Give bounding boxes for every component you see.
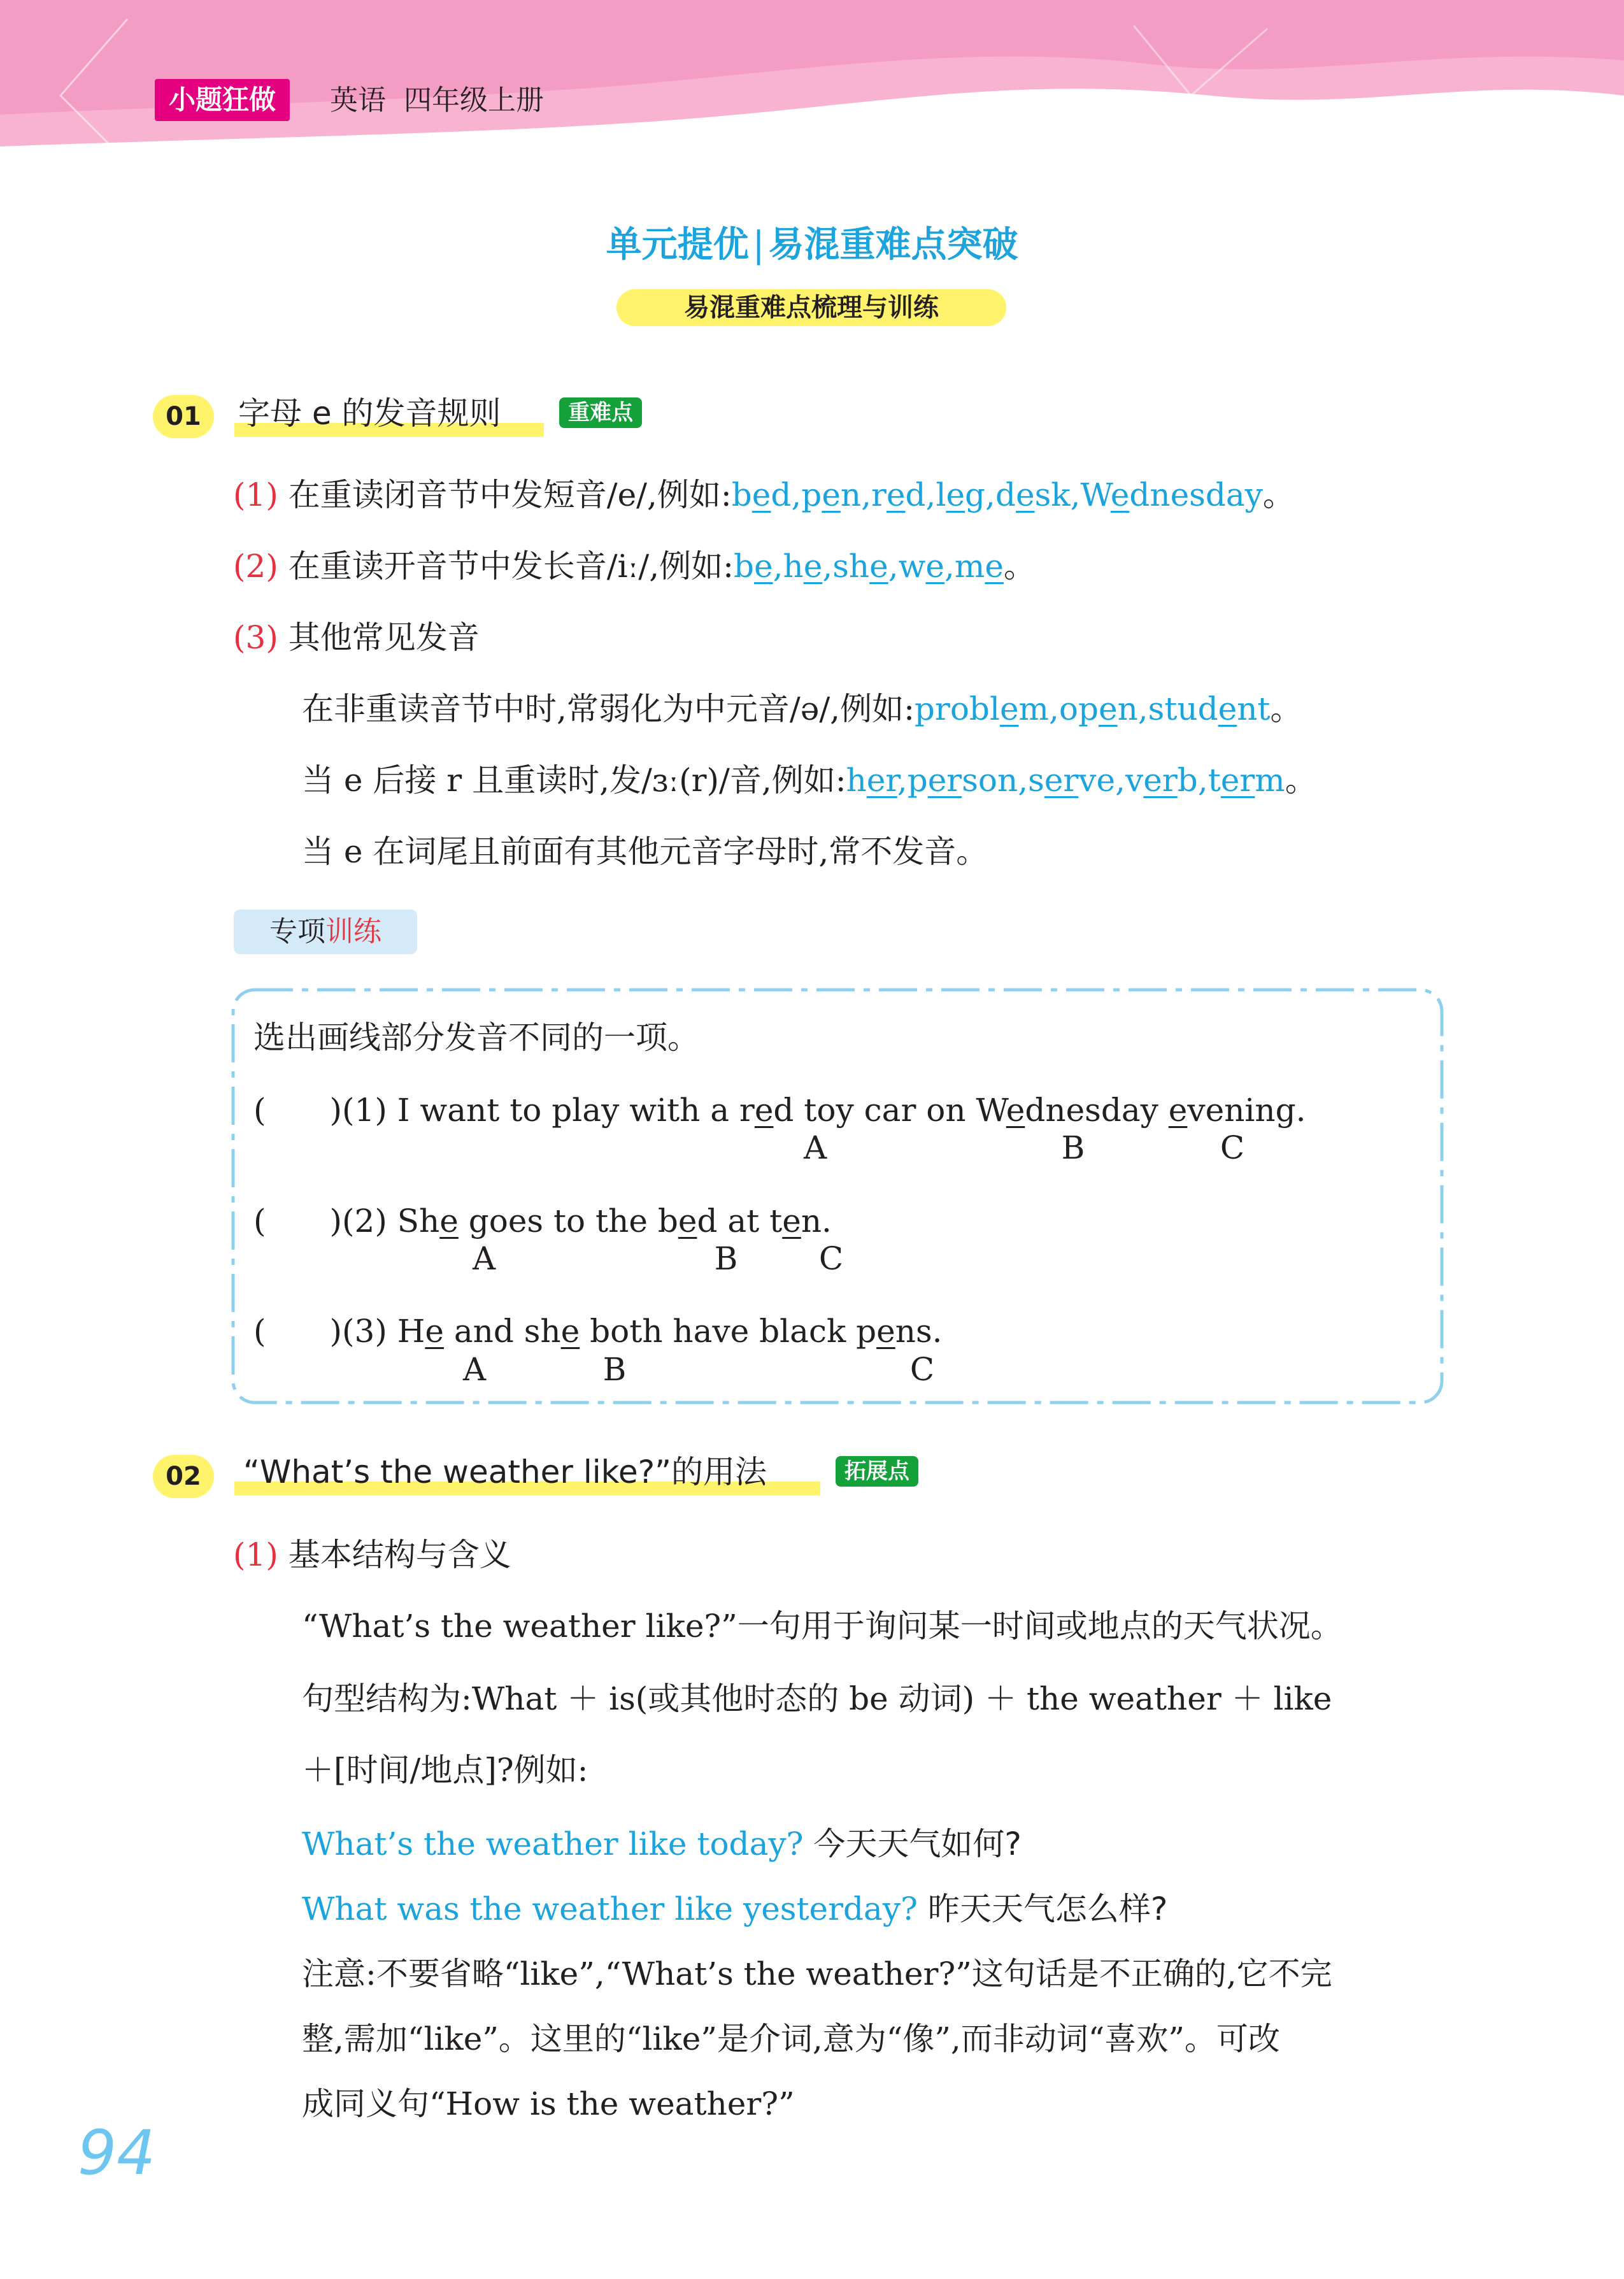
paragraph-1: “What’s the weather like?”一句用于询问某一时间或地点的天气状况。 <box>302 1608 1343 1645</box>
title-right: 易混重难点突破 <box>768 224 1018 266</box>
note-line-3: 成同义句“How is the weather?” <box>302 2085 795 2122</box>
practice-tab: 专项训练 <box>234 910 417 954</box>
question-1: ( )(1) I want to play with a red toy car on Wednesday evening. <box>253 1092 1306 1129</box>
rule-3-sub-1: 在非重读音节中时,常弱化为中元音/ə/,例如:problem,open,student。 <box>302 690 1302 727</box>
rule-3 <box>233 615 480 660</box>
note-line-1: 注意:不要省略“like”,“What’s the weather?”这句话是不正确的,它不完 <box>302 1955 1332 1992</box>
example-sentence-1: What’s the weather like today? 今天天气如何? <box>302 1825 1022 1862</box>
answer-bracket[interactable]: ( ) <box>253 1203 343 1240</box>
question-2: ( )(2) She goes to the bed at ten. <box>253 1203 832 1240</box>
option-b: B <box>714 1240 738 1277</box>
rule-2: (2) 在重读开音节中发长音/iː/,例如:be,he,she,we,me。 <box>233 548 1036 585</box>
section1-tag: 重难点 <box>559 397 642 428</box>
rule-3-sub-3: 当 e 在词尾且前面有其他元音字母时,常不发音。 <box>302 833 988 870</box>
paragraph-2: 句型结构为:What ＋ is(或其他时态的 be 动词) ＋ the weather ＋ like <box>302 1680 1332 1717</box>
rule-3-sub-2: 当 e 后接 r 且重读时,发/ɜː(r)/音,例如:her,person,serve,verb,term。 <box>302 762 1317 799</box>
option-c: C <box>818 1240 844 1277</box>
section2-title: “What’s the weather like?”的用法 <box>243 1454 767 1490</box>
question-3: ( )(3) He and she both have black pens. <box>253 1313 943 1350</box>
example-words: problem,open,student <box>914 690 1271 727</box>
book-info <box>330 82 544 120</box>
item-heading: (1) 基本结构与含义 <box>233 1536 511 1573</box>
section2-badge: 02 <box>153 1455 214 1498</box>
note-line-2: 整,需加“like”。这里的“like”是介词,意为“像”,而非动词“喜欢”。可改 <box>302 2020 1280 2057</box>
page-number: 94 <box>78 2117 156 2189</box>
section1-title: 字母 e 的发音规则 <box>238 395 501 432</box>
rule-text: 在重读闭音节中发短音/e/,例如: <box>288 476 732 513</box>
example-words: her,person,serve,verb,term <box>846 762 1285 799</box>
rule-text: 其他常见发音 <box>288 619 480 656</box>
rule-number: (3) <box>233 619 278 656</box>
option-a: A <box>462 1351 487 1388</box>
option-b: B <box>1061 1129 1085 1166</box>
rule-number: (2) <box>233 548 278 585</box>
subtitle-pill: 易混重难点梳理与训练 <box>616 289 1006 326</box>
paragraph-3: ＋[时间/地点]?例如: <box>302 1752 588 1789</box>
rule-text: 在重读开音节中发长音/iː/,例如: <box>288 548 734 585</box>
section1-badge: 01 <box>153 395 214 438</box>
rule-1: (1) 在重读闭音节中发短音/e/,例如:bed,pen,red,leg,desk,Wednesday。 <box>233 476 1295 513</box>
option-c: C <box>1220 1129 1245 1166</box>
title-left: 单元提优 <box>606 224 749 266</box>
option-a: A <box>472 1240 496 1277</box>
answer-bracket[interactable]: ( ) <box>253 1092 343 1129</box>
title-separator: | <box>752 224 765 266</box>
option-a: A <box>803 1129 827 1166</box>
example-sentence-2: What was the weather like yesterday? 昨天天气怎么样? <box>302 1890 1168 1927</box>
option-b: B <box>602 1351 627 1388</box>
answer-bracket[interactable]: ( ) <box>253 1313 343 1350</box>
brand-tag: 小题狂做 <box>155 79 290 121</box>
section2-tag: 拓展点 <box>836 1456 918 1487</box>
option-c: C <box>909 1351 935 1388</box>
rule-number: (1) <box>233 476 278 513</box>
example-words: be,he,she,we,me <box>734 548 1004 585</box>
page-title <box>0 220 1624 271</box>
example-words: bed,pen,red,leg,desk,Wednesday <box>731 476 1263 513</box>
subject-label: 英语 <box>330 84 386 117</box>
practice-instruction: 选出画线部分发音不同的一项。 <box>253 1019 699 1056</box>
grade-label: 四年级上册 <box>403 84 544 117</box>
